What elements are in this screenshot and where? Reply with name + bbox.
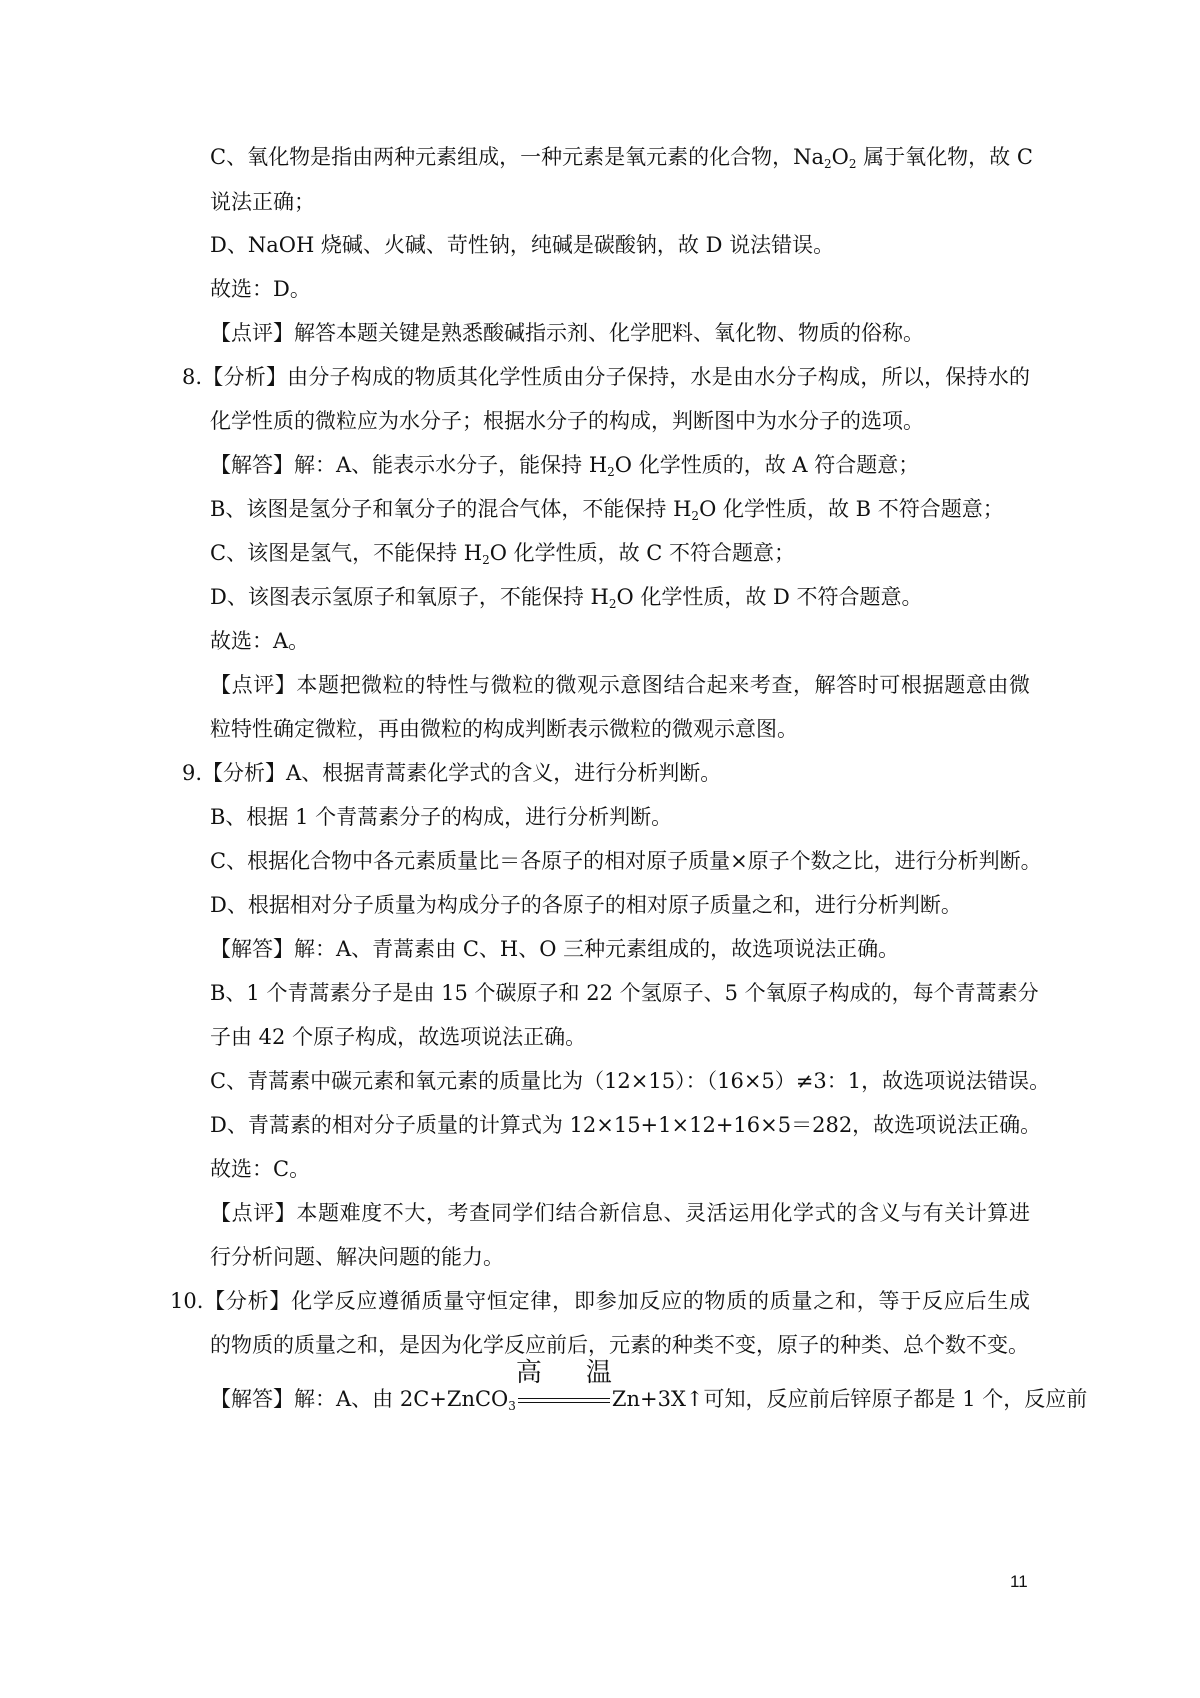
text-line: C、根据化合物中各元素质量比＝各原子的相对原子质量×原子个数之比，进行分析判断。	[210, 849, 1042, 873]
reaction-equation-line: 【解答】解：A、由 2C+ZnCO$_3$ 高温 Zn+3X↑可知，反应前后锌原子都是 1 个，反应前	[210, 1358, 1088, 1413]
question-10-analysis: 10.【分析】化学反应遵循质量守恒定律，即参加反应的物质的质量之和，等于反应后生成	[170, 1289, 1030, 1313]
text-line: B、1 个青蒿素分子是由 15 个碳原子和 22 个氢原子、5 个氧原子构成的，每个青蒿素分	[210, 981, 1039, 1005]
question-9-analysis: 9.【分析】A、根据青蒿素化学式的含义，进行分析判断。	[182, 761, 722, 785]
text-line: D、该图表示氢原子和氧原子，不能保持 $H_2O$ 化学性质，故 D 不符合题意。	[210, 585, 923, 611]
answer-line: 故选：C。	[210, 1157, 311, 1181]
text-line: 【解答】解：A、青蒿素由 C、H、O 三种元素组成的，故选项说法正确。	[210, 937, 900, 961]
text-line: B、根据 1 个青蒿素分子的构成，进行分析判断。	[210, 805, 673, 829]
text-line: 说法正确；	[210, 190, 315, 214]
comment-line: 【点评】解答本题关键是熟悉酸碱指示剂、化学肥料、氧化物、物质的俗称。	[210, 321, 924, 345]
text-line: 子由 42 个原子构成，故选项说法正确。	[210, 1025, 587, 1049]
text-line: 的物质的质量之和，是因为化学反应前后，元素的种类不变，原子的种类、总个数不变。	[210, 1333, 1029, 1357]
comment-line: 粒特性确定微粒，再由微粒的构成判断表示微粒的微观示意图。	[210, 717, 798, 741]
page-number: 11	[1010, 1572, 1028, 1591]
text-line: C、青蒿素中碳元素和氧元素的质量比为（12×15）：（16×5）≠3：1，故选项说法错误。	[210, 1069, 1051, 1093]
comment-line: 行分析问题、解决问题的能力。	[210, 1245, 504, 1269]
text-line: D、青蒿素的相对分子质量的计算式为 12×15+1×12+16×5＝282，故选项说法正确。	[210, 1113, 1042, 1137]
text-line: D、根据相对分子质量为构成分子的各原子的相对原子质量之和，进行分析判断。	[210, 893, 962, 917]
text-line: 【解答】解：A、能表示水分子，能保持 $H_2O$ 化学性质的，故 A 符合题意；	[210, 453, 920, 479]
text-line: B、该图是氢分子和氧分子的混合气体，不能保持 $H_2O$ 化学性质，故 B 不符合题意；	[210, 497, 1004, 523]
comment-line: 【点评】本题难度不大，考查同学们结合新信息、灵活运用化学式的含义与有关计算进	[210, 1201, 1030, 1225]
reaction-arrow	[515, 1358, 612, 1414]
comment-line: 【点评】本题把微粒的特性与微粒的微观示意图结合起来考查，解答时可根据题意由微	[210, 673, 1030, 697]
answer-line: 故选：A。	[210, 629, 310, 653]
text-line-c-oxide: C、氧化物是指由两种元素组成，一种元素是氧元素的化合物，$Na_2O_2$ 属于氧化物，故 C	[210, 145, 1033, 171]
text-line: C、该图是氢气，不能保持 $H_2O$ 化学性质，故 C 不符合题意；	[210, 541, 796, 567]
text-line: 化学性质的微粒应为水分子；根据水分子的构成，判断图中为水分子的选项。	[210, 409, 924, 433]
answer-line: 故选：D。	[210, 277, 311, 301]
question-8-analysis: 8.【分析】由分子构成的物质其化学性质由分子保持，水是由水分子构成，所以，保持水的	[182, 365, 1030, 389]
reaction-condition: 高温	[515, 1358, 612, 1388]
text-line: D、NaOH 烧碱、火碱、苛性钠，纯碱是碳酸钠，故 D 说法错误。	[210, 233, 835, 257]
